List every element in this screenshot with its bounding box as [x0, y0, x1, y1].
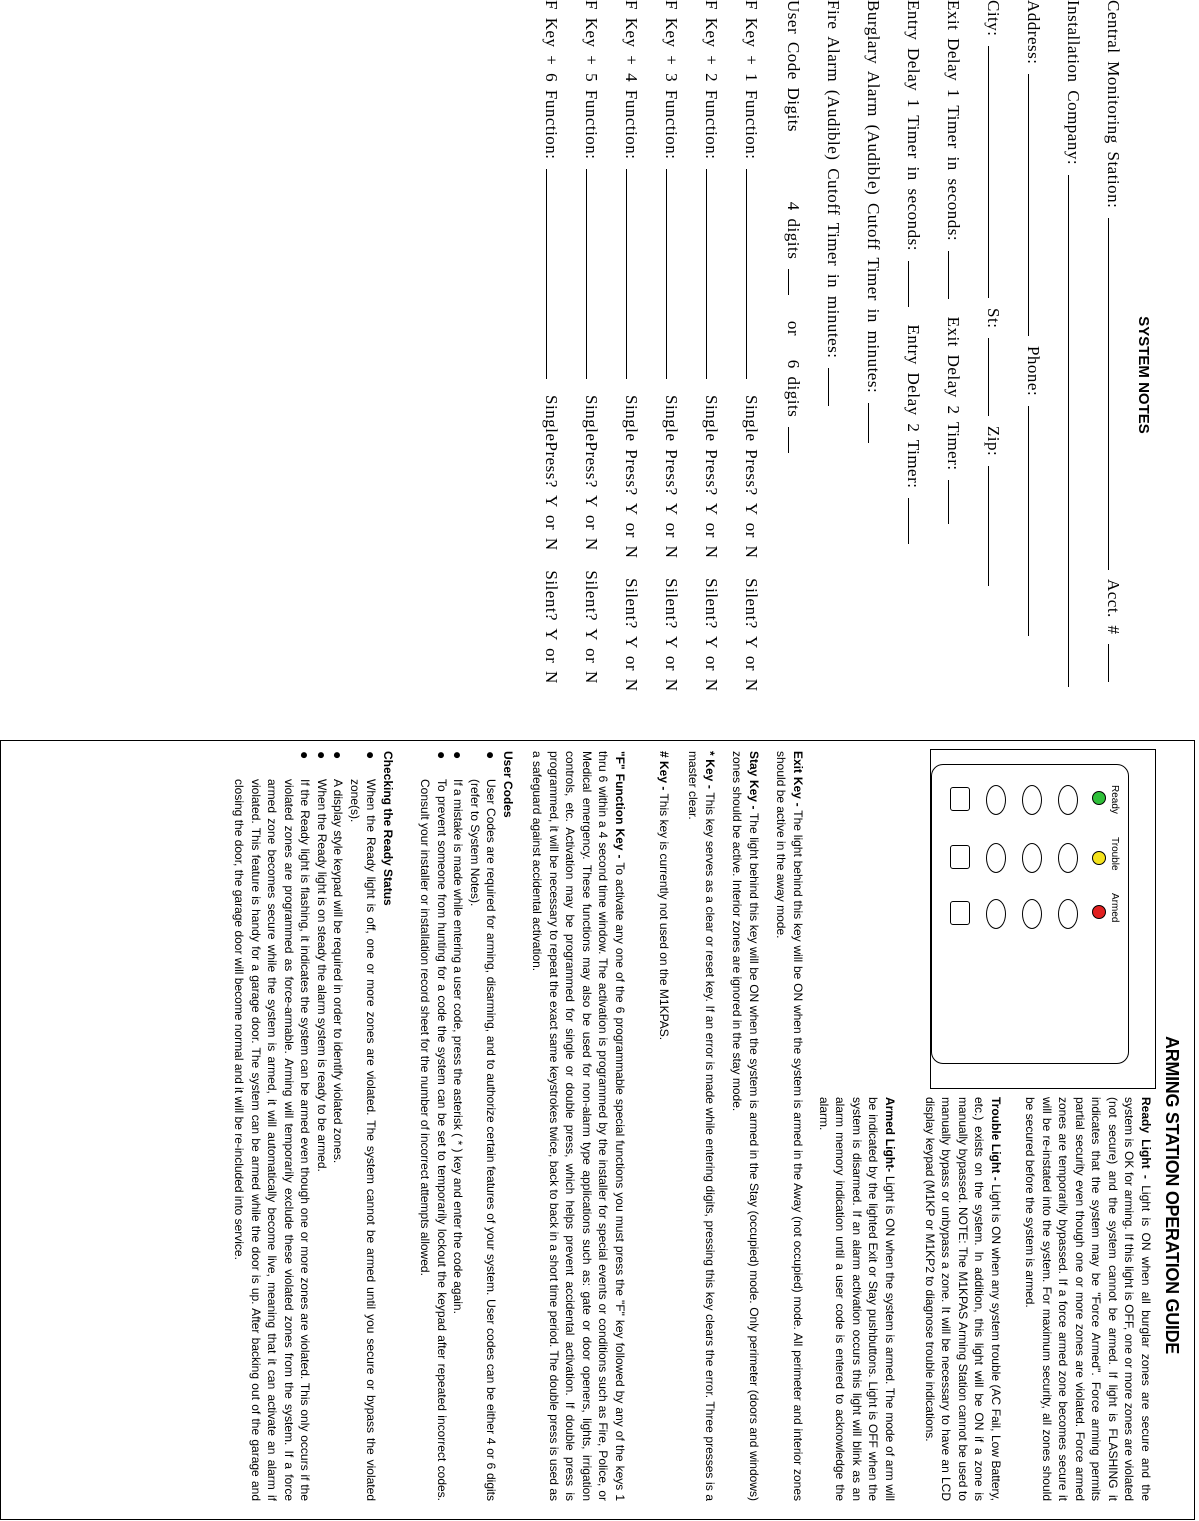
six-digits-label: 6 digits: [784, 359, 803, 418]
list-item: ● If the Ready light is flashing, it indicates the system can be armed even though one or more zones are violated. This only occurs if the violated zones are programmed as force-armable. Arming will temporarily exclude these violated zones from the system. If a force armed zone becomes secure while the system is armed, it will automatically become live, meaning that it can activate an alarm if violated. This feature is handy for a garage door. The system can be armed while the door is up. After backing out of the garage and closing the door, the garage door will become normal and it will be re-included into service.: [231, 779, 314, 1501]
fkey-silent: Silent? Y or N: [582, 570, 601, 684]
armed-light-head: Armed Light-: [883, 1097, 897, 1173]
exit-key-head: Exit Key -: [791, 751, 805, 807]
central-station-label: Central Monitoring Station:: [1104, 0, 1123, 209]
burglary-cutoff-field[interactable]: [868, 403, 883, 443]
phone-label: Phone:: [1024, 345, 1043, 397]
fkey-row: [741, 0, 761, 692]
fkey-function-field[interactable]: [666, 169, 681, 379]
burglary-cutoff-label: Burglary Alarm (Audible) Cutoff Timer in minutes:: [864, 0, 883, 394]
address-label: Address:: [1024, 0, 1043, 65]
phone-field[interactable]: [1028, 406, 1043, 636]
fire-cutoff-row: [823, 0, 843, 408]
fkey-label: F Key + 1 Function:: [742, 0, 761, 160]
hash-key-head: # Key -: [657, 751, 671, 791]
exit-delay-row: [943, 0, 963, 526]
six-digits-field[interactable]: [788, 427, 803, 453]
fkey-silent: Silent? Y or N: [702, 578, 721, 692]
star-key-body: This key serves as a clear or reset key. If an error is made while entering digits, pressing this key clears the error. Three presses is a master clear.: [686, 751, 717, 1502]
armed-led-label: Armed: [1109, 893, 1120, 923]
keypad-body: [931, 764, 1129, 1064]
address-field[interactable]: [1028, 74, 1043, 336]
fkey-function-field[interactable]: [626, 169, 641, 379]
entry-delay-row: [903, 0, 923, 546]
exit-key-body: The light behind this key will be ON when the system is armed in the Away (not occupied) mode. All perimeter and interior zones should be active in the away mode.: [774, 751, 805, 1501]
four-digits-label: 4 digits: [784, 201, 803, 260]
stay-key-head: Stay Key -: [747, 751, 761, 810]
state-label: St:: [984, 308, 1003, 329]
installation-company-row: [1063, 0, 1083, 689]
fkey-single-press: Single Press? Y or N: [622, 395, 641, 559]
trouble-light-body: Light is ON when any system trouble (AC Fail, Low Battery, etc.) exists on the system. In addition, this light will be ON if a zone is manually bypassed. NOTE: The M1KPAS Arming Station cannot be used to manually bypass or unbypass a zone. It will be necessary to have an LCD display keypad (M1KP or M1KP2 to diagnose trouble indications.: [923, 1097, 1003, 1501]
user-code-digits-label: User Code Digits: [784, 0, 803, 133]
burglary-cutoff-row: [863, 0, 883, 445]
checking-ready-section: [231, 751, 398, 1501]
keypad-key[interactable]: [1022, 899, 1042, 929]
address-row: [1023, 0, 1043, 638]
guide-title: ARMING STATION OPERATION GUIDE: [1162, 1036, 1182, 1354]
keypad-key[interactable]: [1058, 843, 1078, 873]
list-item: ● To prevent someone from hunting for a code the system can be set to temporarily lockout the keypad after repeated incorrect codes. Consult your installer or installation record sheet for the number of incorrect attempts allowed.: [417, 779, 450, 1501]
fkey-silent: Silent? Y or N: [542, 570, 561, 684]
trouble-led-label: Trouble: [1109, 837, 1120, 871]
city-row: [983, 0, 1003, 588]
trouble-light-text: [922, 1097, 1005, 1501]
fkey-label: F Key + 6 Function:: [542, 0, 561, 160]
ready-light-head: Ready Light -: [1139, 1097, 1153, 1179]
hash-key-body: This key is currently not used on the M1KPAS.: [657, 790, 671, 1041]
list-item: ● When the Ready light is on steady the alarm system is ready to be armed.: [314, 779, 331, 1501]
keypad-key[interactable]: [950, 901, 970, 925]
keypad-key[interactable]: [986, 843, 1006, 873]
fkey-silent: Silent? Y or N: [622, 578, 641, 692]
list-item: ● A display style keypad will be required in order to identify violated zones.: [330, 779, 347, 1501]
keypad-illustration: [930, 749, 1156, 1089]
list-item: ● If a mistake is made while entering a user code, press the asterisk ( * ) key and enter the code again.: [450, 779, 467, 1501]
keypad-key[interactable]: [1022, 843, 1042, 873]
city-label: City:: [984, 0, 1003, 37]
stay-key-text: [729, 751, 762, 1501]
fkey-row: [701, 0, 721, 692]
f-key-body: To activate any one of the 6 programmable special functions you must press the "F" key followed by any of the keys 1 thru 6 within a 4 second time window. The activation is programmed by the installer for special events or conditions such as Fire, Police, or Medical emergency. These functions may also be used for non-alarm type applications such as: gate or door openers, lights, irrigation controls, etc. Activation may be programmed for single or double press, which helps prevent accidental activation. If double press is programmed, it will be necessary to repeat the exact same keystrokes twice, back to back in a short time period. The double press is used as a safeguard against accidental activation.: [530, 751, 627, 1501]
installation-company-label: Installation Company:: [1064, 0, 1083, 166]
fkey-silent: Silent? Y or N: [662, 578, 681, 692]
fkey-single-press: SinglePress? Y or N: [542, 395, 561, 551]
fire-cutoff-field[interactable]: [828, 368, 843, 406]
user-codes-heading: User Codes: [501, 751, 515, 818]
fkey-single-press: Single Press? Y or N: [702, 395, 721, 559]
keypad-key[interactable]: [986, 899, 1006, 929]
ready-led-label: Ready: [1109, 785, 1120, 814]
fkey-silent: Silent? Y or N: [742, 578, 761, 692]
exit-delay-1-field[interactable]: [948, 251, 963, 299]
zip-field[interactable]: [988, 466, 1003, 586]
central-station-field[interactable]: [1108, 218, 1123, 570]
keypad-key[interactable]: [1058, 899, 1078, 929]
fire-cutoff-label: Fire Alarm (Audible) Cutoff Timer in minutes:: [824, 0, 843, 359]
armed-light-body: Light is ON when the system is armed. The mode of arm will be indicated by the lighted Exit or Stay pushbuttons. Light is OFF when the system is disarmed. If an alarm activation occurs this light will blink as an alarm memory indication until a user code is entered to acknowledge the alarm.: [817, 1097, 897, 1502]
state-field[interactable]: [988, 338, 1003, 416]
keypad-key[interactable]: [986, 785, 1006, 815]
fkey-function-field[interactable]: [706, 169, 721, 379]
four-digits-field[interactable]: [788, 269, 803, 295]
fkey-row: [581, 0, 601, 684]
zip-label: Zip:: [984, 425, 1003, 457]
exit-key-text: [773, 751, 806, 1501]
list-item: ● When the Ready light is off, one or more zones are violated. The system cannot be armed until you secure or bypass the violated zone(s).: [347, 779, 380, 1501]
entry-delay-1-field[interactable]: [908, 261, 923, 307]
fkey-single-press: Single Press? Y or N: [662, 395, 681, 559]
arming-guide-panel: [0, 740, 1195, 1520]
fkey-single-press: Single Press? Y or N: [742, 395, 761, 559]
ready-light-body: Light is ON when all burglar zones are secure and the system is OK for arming. If this light is OFF, one or more zones are violated (not secure) and the system cannot be armed. If light is FLASHING it indicates that the system may be "Force Armed". Force arming permits partial security even though one or more zones are violated. Force armed zones are temporarily bypassed. If a force armed zone becomes secure it will be re-instated into the system. For maximum security, all zones should be secured before the system is armed.: [1023, 1097, 1153, 1501]
entry-delay-2-label: Entry Delay 2 Timer:: [904, 324, 923, 489]
entry-delay-1-label: Entry Delay 1 Timer in seconds:: [904, 0, 923, 252]
star-key-text: [685, 751, 718, 1501]
fkey-label: F Key + 5 Function:: [582, 0, 601, 160]
ready-led-icon: [1092, 791, 1106, 805]
keypad-key[interactable]: [1058, 785, 1078, 815]
keypad-key[interactable]: [950, 845, 970, 869]
installation-company-field[interactable]: [1068, 175, 1083, 687]
fkey-label: F Key + 2 Function:: [702, 0, 721, 160]
fkey-single-press: SinglePress? Y or N: [582, 395, 601, 551]
system-notes-panel: [542, 0, 1161, 720]
system-notes-title: SYSTEM NOTES: [1135, 316, 1152, 434]
f-key-text: [529, 751, 628, 1501]
exit-delay-2-label: Exit Delay 2 Timer:: [944, 316, 963, 471]
armed-light-text: [816, 1097, 899, 1501]
hash-key-text: [656, 751, 673, 1501]
ready-light-text: [1022, 1097, 1154, 1501]
fkey-function-field[interactable]: [746, 169, 761, 379]
fkey-function-field[interactable]: [586, 169, 601, 379]
armed-led-icon: [1092, 905, 1106, 919]
list-item: ● User Codes are required for arming, disarming, and to authorize certain features of your system. User codes can be either 4 or 6 digits (refer to System Notes).: [467, 779, 500, 1501]
exit-delay-1-label: Exit Delay 1 Timer in seconds:: [944, 0, 963, 242]
keypad-key[interactable]: [950, 787, 970, 811]
f-key-head: "F" Function Key -: [613, 751, 627, 859]
stay-key-body: The light behind this key will be ON when the system is armed in the Stay (occupied) mode. Only perimeter (doors and windows) zones should be active. Interior zones are ignored in the stay mode.: [730, 751, 761, 1501]
trouble-led-icon: [1092, 851, 1106, 865]
keypad-key[interactable]: [1022, 785, 1042, 815]
acct-label: Acct. #: [1104, 578, 1123, 635]
entry-delay-2-field[interactable]: [908, 498, 923, 544]
fkey-label: F Key + 3 Function:: [662, 0, 681, 160]
exit-delay-2-field[interactable]: [948, 480, 963, 524]
fkey-function-field[interactable]: [546, 169, 561, 379]
central-station-row: [1103, 0, 1123, 684]
city-field[interactable]: [988, 46, 1003, 298]
user-codes-section: [417, 751, 518, 1501]
star-key-head: * Key -: [703, 751, 717, 789]
checking-ready-heading: Checking the Ready Status: [381, 751, 395, 906]
fkey-row: [661, 0, 681, 692]
fkey-row: [621, 0, 641, 692]
or-label: or: [784, 320, 803, 337]
user-code-digits-row: [783, 0, 803, 455]
fkey-row: [541, 0, 561, 684]
fkey-label: F Key + 4 Function:: [622, 0, 641, 160]
trouble-light-head: Trouble Light -: [989, 1097, 1003, 1181]
acct-field[interactable]: [1108, 644, 1123, 682]
